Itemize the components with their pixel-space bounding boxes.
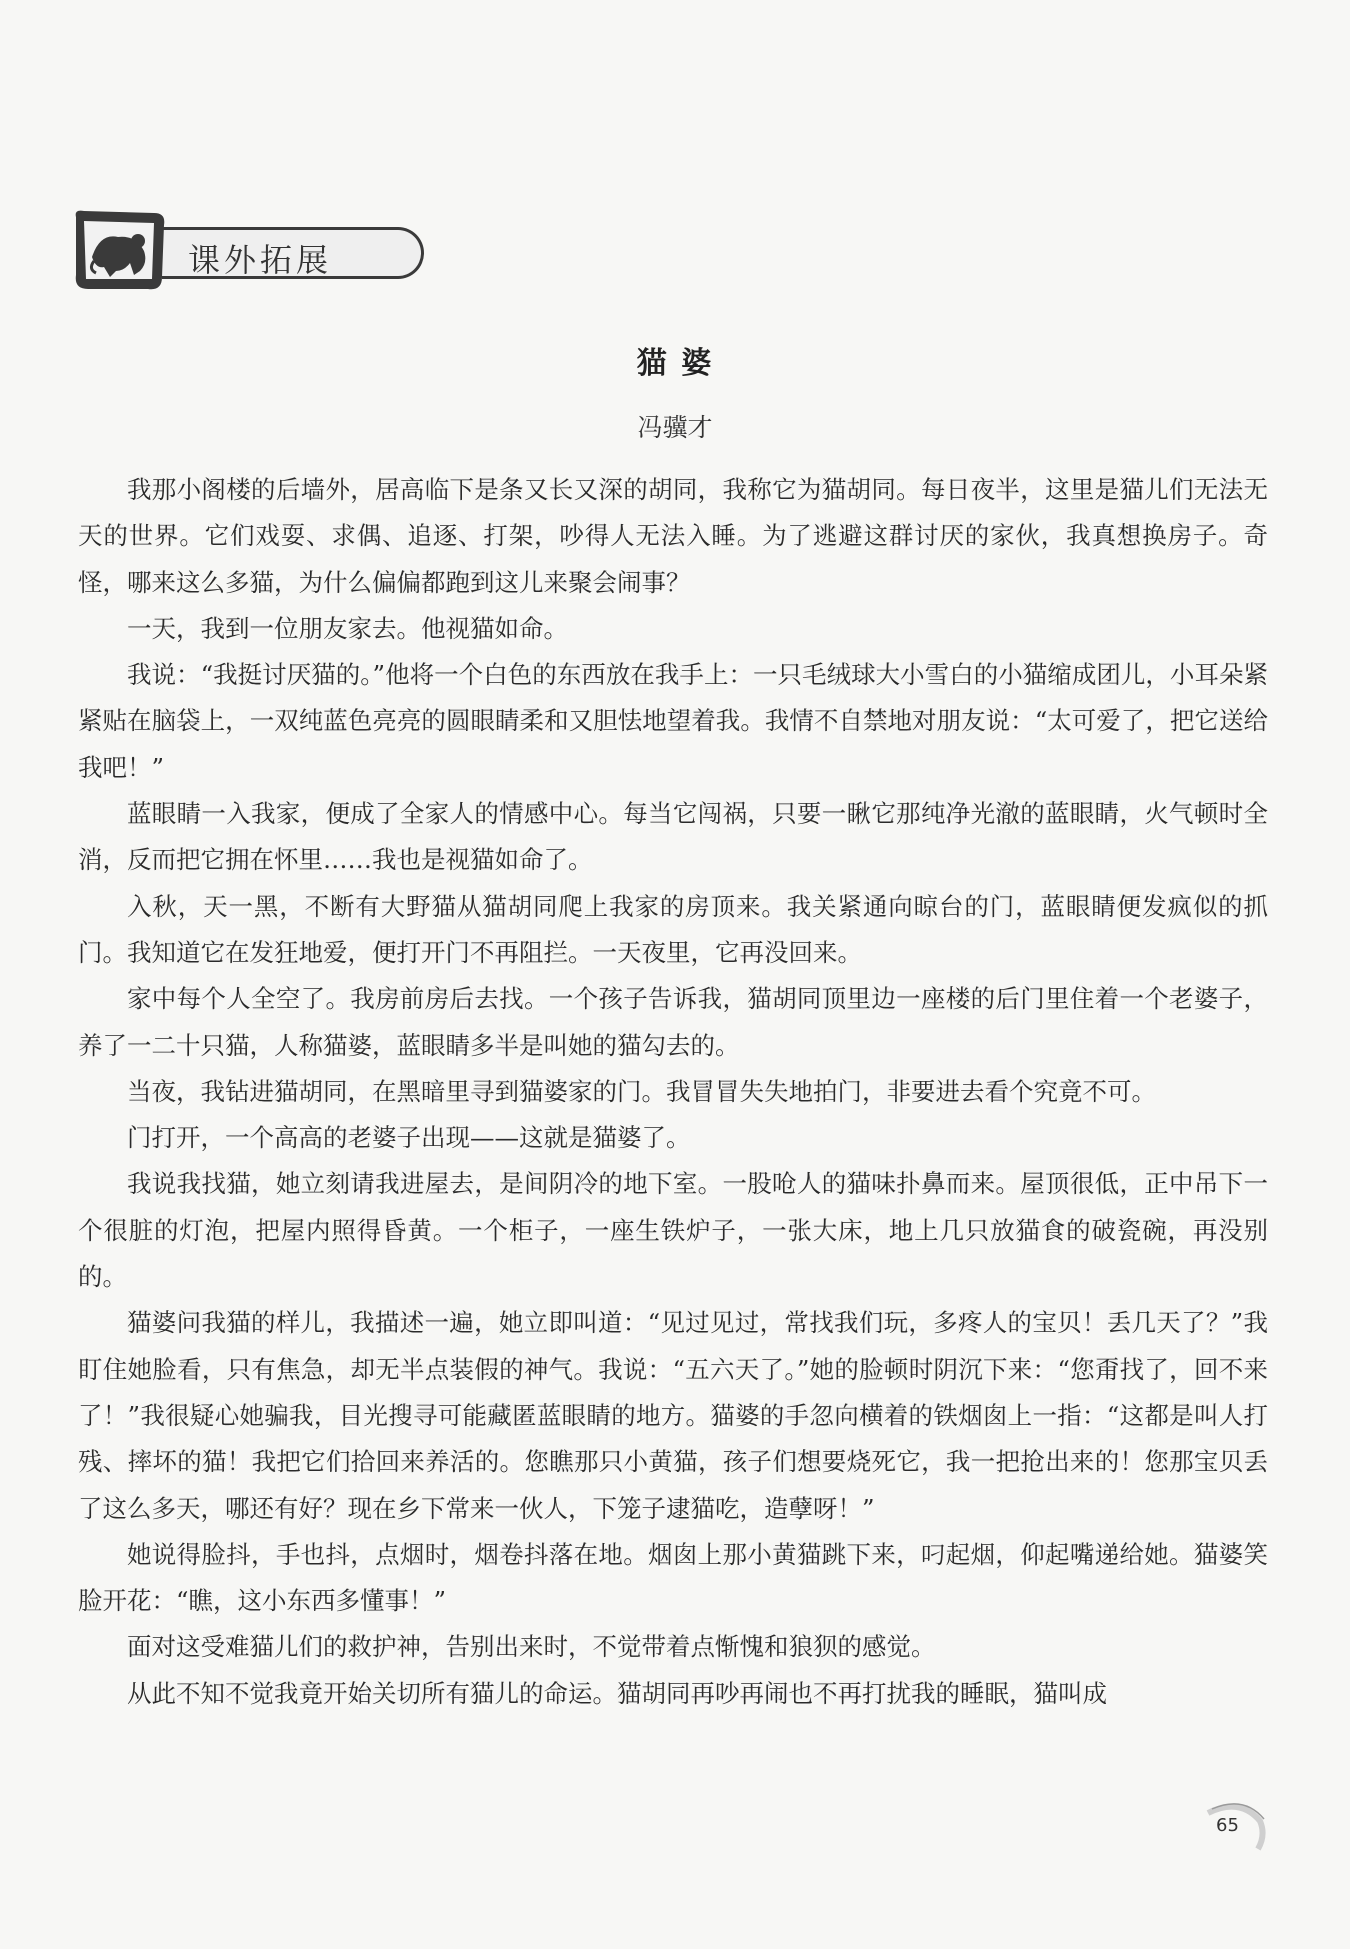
- paragraph: 猫婆问我猫的样儿，我描述一遍，她立即叫道：“见过见过，常找我们玩，多疼人的宝贝！丢几天了？”我盯住她脸看，只有焦急，却无半点装假的神气。我说：“五六天了。”她的脸顿时阴沉下来：“您甭找了，回不来了！”我很疑心她骗我，目光搜寻可能藏匿蓝眼睛的地方。猫婆的手忽向横着的铁烟囱上一指：“这都是叫人打残、摔坏的猫！我把它们拾回来养活的。您瞧那只小黄猫，孩子们想要烧死它，我一把抢出来的！您那宝贝丢了这么多天，哪还有好？现在乡下常来一伙人，下笼子逮猫吃，造孽呀！”: [78, 1308, 1268, 1523]
- section-header-badge: [70, 205, 360, 295]
- paragraph: 从此不知不觉我竟开始关切所有猫儿的命运。猫胡同再吵再闹也不再打扰我的睡眠，猫叫成: [127, 1678, 1107, 1708]
- page-number-badge: [1200, 1795, 1270, 1855]
- article-author: 冯骥才: [637, 413, 713, 442]
- monkey-emblem-icon: [70, 205, 170, 295]
- page-number: 65: [1216, 1815, 1239, 1836]
- paragraph: 一天，我到一位朋友家去。他视猫如命。: [127, 613, 568, 643]
- paragraph: 蓝眼睛一入我家，便成了全家人的情感中心。每当它闯祸，只要一瞅它那纯净光澈的蓝眼睛，火气顿时全消，反而把它拥在怀里……我也是视猫如命了。: [78, 799, 1268, 875]
- article-body: [78, 467, 1268, 1717]
- paragraph: 门打开，一个高高的老婆子出现——这就是猫婆了。: [127, 1123, 691, 1153]
- paragraph: 我那小阁楼的后墙外，居高临下是条又长又深的胡同，我称它为猫胡同。每日夜半，这里是猫儿们无法无天的世界。它们戏耍、求偶、追逐、打架，吵得人无法入睡。为了逃避这群讨厌的家伙，我真想换房子。奇怪，哪来这么多猫，为什么偏偏都跑到这儿来聚会闹事？: [78, 475, 1268, 597]
- paragraph: 我说我找猫，她立刻请我进屋去，是间阴冷的地下室。一股呛人的猫味扑鼻而来。屋顶很低，正中吊下一个很脏的灯泡，把屋内照得昏黄。一个柜子，一座生铁炉子，一张大床，地上几只放猫食的破瓷碗，再没别的。: [78, 1169, 1268, 1292]
- paragraph: 当夜，我钻进猫胡同，在黑暗里寻到猫婆家的门。我冒冒失失地拍门，非要进去看个究竟不可。: [127, 1076, 1156, 1106]
- section-label: 课外拓展: [188, 241, 333, 279]
- article-title: 猫 婆: [636, 346, 714, 381]
- paragraph: 家中每个人全空了。我房前房后去找。一个孩子告诉我，猫胡同顶里边一座楼的后门里住着一个老婆子，养了一二十只猫，人称猫婆，蓝眼睛多半是叫她的猫勾去的。: [78, 984, 1268, 1060]
- paragraph: 入秋，天一黑，不断有大野猫从猫胡同爬上我家的房顶来。我关紧通向晾台的门，蓝眼睛便发疯似的抓门。我知道它在发狂地爱，便打开门不再阻拦。一天夜里，它再没回来。: [78, 891, 1268, 967]
- paragraph: 面对这受难猫儿们的救护神，告别出来时，不觉带着点惭愧和狼狈的感觉。: [127, 1632, 936, 1662]
- paragraph: 她说得脸抖，手也抖，点烟时，烟卷抖落在地。烟囱上那小黄猫跳下来，叼起烟，仰起嘴递给她。猫婆笑脸开花：“瞧，这小东西多懂事！”: [78, 1539, 1268, 1616]
- paragraph: 我说：“我挺讨厌猫的。”他将一个白色的东西放在我手上：一只毛绒球大小雪白的小猫缩成团儿，小耳朵紧紧贴在脑袋上，一双纯蓝色亮亮的圆眼睛柔和又胆怯地望着我。我情不自禁地对朋友说：“太可爱了，把它送给我吧！”: [78, 660, 1268, 782]
